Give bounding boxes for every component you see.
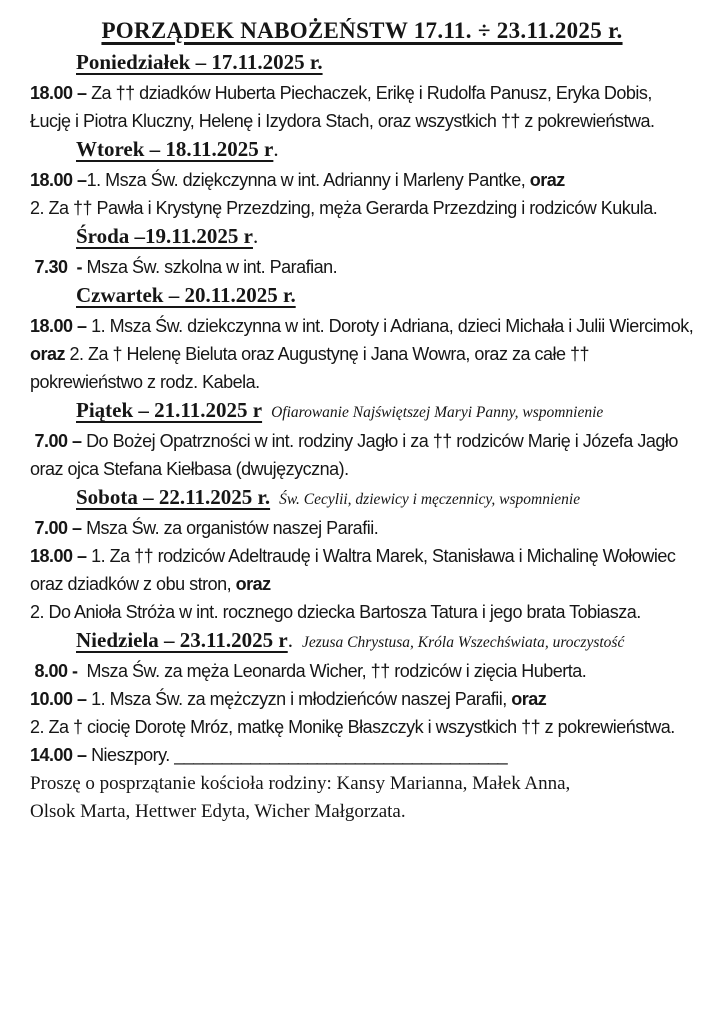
day-subtitle: Ofiarowanie Najświętszej Maryi Panny, wspomnienie bbox=[271, 404, 604, 421]
entry-text: 2. Do Anioła Stróża w int. rocznego dziecka Bartosza Tatura i jego brata Tobiasza. bbox=[30, 602, 641, 622]
service-entry bbox=[30, 713, 694, 741]
day-section-6 bbox=[30, 483, 694, 626]
service-entry bbox=[30, 312, 698, 396]
day-heading-line bbox=[30, 222, 694, 253]
entry-text: Msza Św. za organistów naszej Parafii. bbox=[86, 518, 379, 538]
day-heading-line bbox=[30, 483, 694, 514]
day-heading: Piątek – 21.11.2025 r bbox=[76, 398, 263, 422]
day-section-7 bbox=[30, 626, 694, 769]
day-subtitle: Jezusa Chrystusa, Króla Wszechświata, uroczystość bbox=[301, 634, 625, 651]
service-entry bbox=[30, 194, 694, 222]
day-section-3 bbox=[30, 222, 694, 281]
entry-time: 18.00 – bbox=[30, 316, 92, 336]
service-entry bbox=[30, 741, 694, 769]
entry-time: 7.30 - bbox=[30, 257, 87, 277]
service-entry bbox=[30, 79, 694, 135]
service-entry bbox=[30, 166, 694, 194]
day-heading-tail: . bbox=[252, 224, 259, 248]
day-heading-line bbox=[30, 135, 694, 166]
day-heading-line bbox=[30, 396, 694, 427]
day-heading: Środa –19.11.2025 r bbox=[76, 224, 253, 248]
signature-line: ___________________________________ bbox=[174, 745, 508, 765]
entry-text: oraz bbox=[529, 170, 565, 190]
entry-text: Msza Św. za męża Leonarda Wicher, †† rodziców i zięcia Huberta. bbox=[82, 661, 587, 681]
cleaning-notice-line-1: Proszę o posprzątanie kościoła rodziny: Kansy Marianna, Małek Anna, bbox=[30, 773, 571, 794]
entry-text: oraz bbox=[511, 689, 547, 709]
entry-text: oraz bbox=[30, 344, 66, 364]
day-section-4 bbox=[30, 281, 698, 396]
day-heading-line bbox=[30, 48, 694, 79]
entry-text: oraz bbox=[235, 574, 271, 594]
entry-text: 1. Za †† rodziców Adeltraudę i Waltra Marek, Stanisława i Michalinę Wołowiec oraz dziadków z obu stron, bbox=[30, 546, 680, 594]
entry-time: 14.00 – bbox=[30, 745, 92, 765]
entry-text: 2. Za †† Pawła i Krystynę Przezdzing, męża Gerarda Przezdzing i rodziców Kukula. bbox=[30, 198, 658, 218]
entry-text: 1. Msza Św. za mężczyzn i młodzieńców naszej Parafii, bbox=[91, 689, 512, 709]
day-section-5 bbox=[30, 396, 694, 483]
service-entry bbox=[30, 598, 694, 626]
entry-time: 7.00 – bbox=[30, 431, 87, 451]
entry-text: 1. Msza Św. dziekczynna w int. Doroty i Adriana, dzieci Michała i Julii Wiercimok, bbox=[91, 316, 698, 336]
entry-text: Nieszpory. bbox=[91, 745, 175, 765]
entry-time: 10.00 – bbox=[30, 689, 92, 709]
entry-text: Msza Św. szkolna w int. Parafian. bbox=[86, 257, 338, 277]
service-entry bbox=[30, 253, 694, 281]
entry-text: 1. Msza Św. dziękczynna w int. Adrianny i Marleny Pantke, bbox=[86, 170, 530, 190]
entry-time: 18.00 – bbox=[30, 170, 87, 190]
cleaning-notice-line-2: Olsok Marta, Hettwer Edyta, Wicher Małgorzata. bbox=[30, 801, 406, 822]
service-entry bbox=[30, 685, 694, 713]
day-heading-line bbox=[30, 626, 694, 657]
service-entry bbox=[30, 514, 694, 542]
service-entry bbox=[30, 542, 694, 598]
day-heading: Poniedziałek – 17.11.2025 r. bbox=[76, 50, 323, 74]
service-entry bbox=[30, 657, 694, 685]
entry-text: Za †† dziadków Huberta Piechaczek, Erikę i Rudolfa Panusz, Eryka Dobis, Łucję i Piotra Kluczny, Helenę i Izydora Stach, oraz wszystkich †† z pokrewieństwa. bbox=[30, 83, 657, 131]
day-heading: Sobota – 22.11.2025 r. bbox=[76, 485, 271, 509]
day-heading-line bbox=[30, 281, 694, 312]
day-section-2 bbox=[30, 135, 694, 222]
entry-time: 18.00 – bbox=[30, 546, 92, 566]
cleaning-notice bbox=[30, 770, 694, 826]
page-title bbox=[30, 16, 694, 46]
entry-text: 2. Za † ciocię Dorotę Mróz, matkę Monikę Błaszczyk i wszystkich †† z pokrewieństwa. bbox=[30, 717, 675, 737]
entry-time: 7.00 – bbox=[30, 518, 87, 538]
entry-text: 2. Za † Helenę Bieluta oraz Augustynę i Jana Wowra, oraz za całe †† pokrewieństwo z rodz. Kabela. bbox=[30, 344, 594, 392]
day-heading-tail: . bbox=[287, 628, 293, 652]
schedule bbox=[30, 48, 698, 769]
entry-time: 18.00 – bbox=[30, 83, 92, 103]
page-title-text: PORZĄDEK NABOŻEŃSTW 17.11. ÷ 23.11.2025 r. bbox=[101, 18, 623, 43]
day-section-1 bbox=[30, 48, 694, 135]
service-entry bbox=[30, 427, 694, 483]
day-heading: Wtorek – 18.11.2025 r bbox=[76, 137, 274, 161]
day-heading-tail: . bbox=[273, 137, 279, 161]
entry-text: Do Bożej Opatrzności w int. rodziny Jagło i za †† rodziców Marię i Józefa Jagło oraz ojca Stefana Kiełbasa (dwujęzyczna). bbox=[30, 431, 683, 479]
day-heading: Niedziela – 23.11.2025 r bbox=[76, 628, 288, 652]
entry-time: 8.00 - bbox=[30, 661, 83, 681]
day-heading: Czwartek – 20.11.2025 r. bbox=[76, 283, 296, 307]
day-subtitle: Św. Cecylii, dziewicy i męczennicy, wspomnienie bbox=[279, 491, 581, 508]
